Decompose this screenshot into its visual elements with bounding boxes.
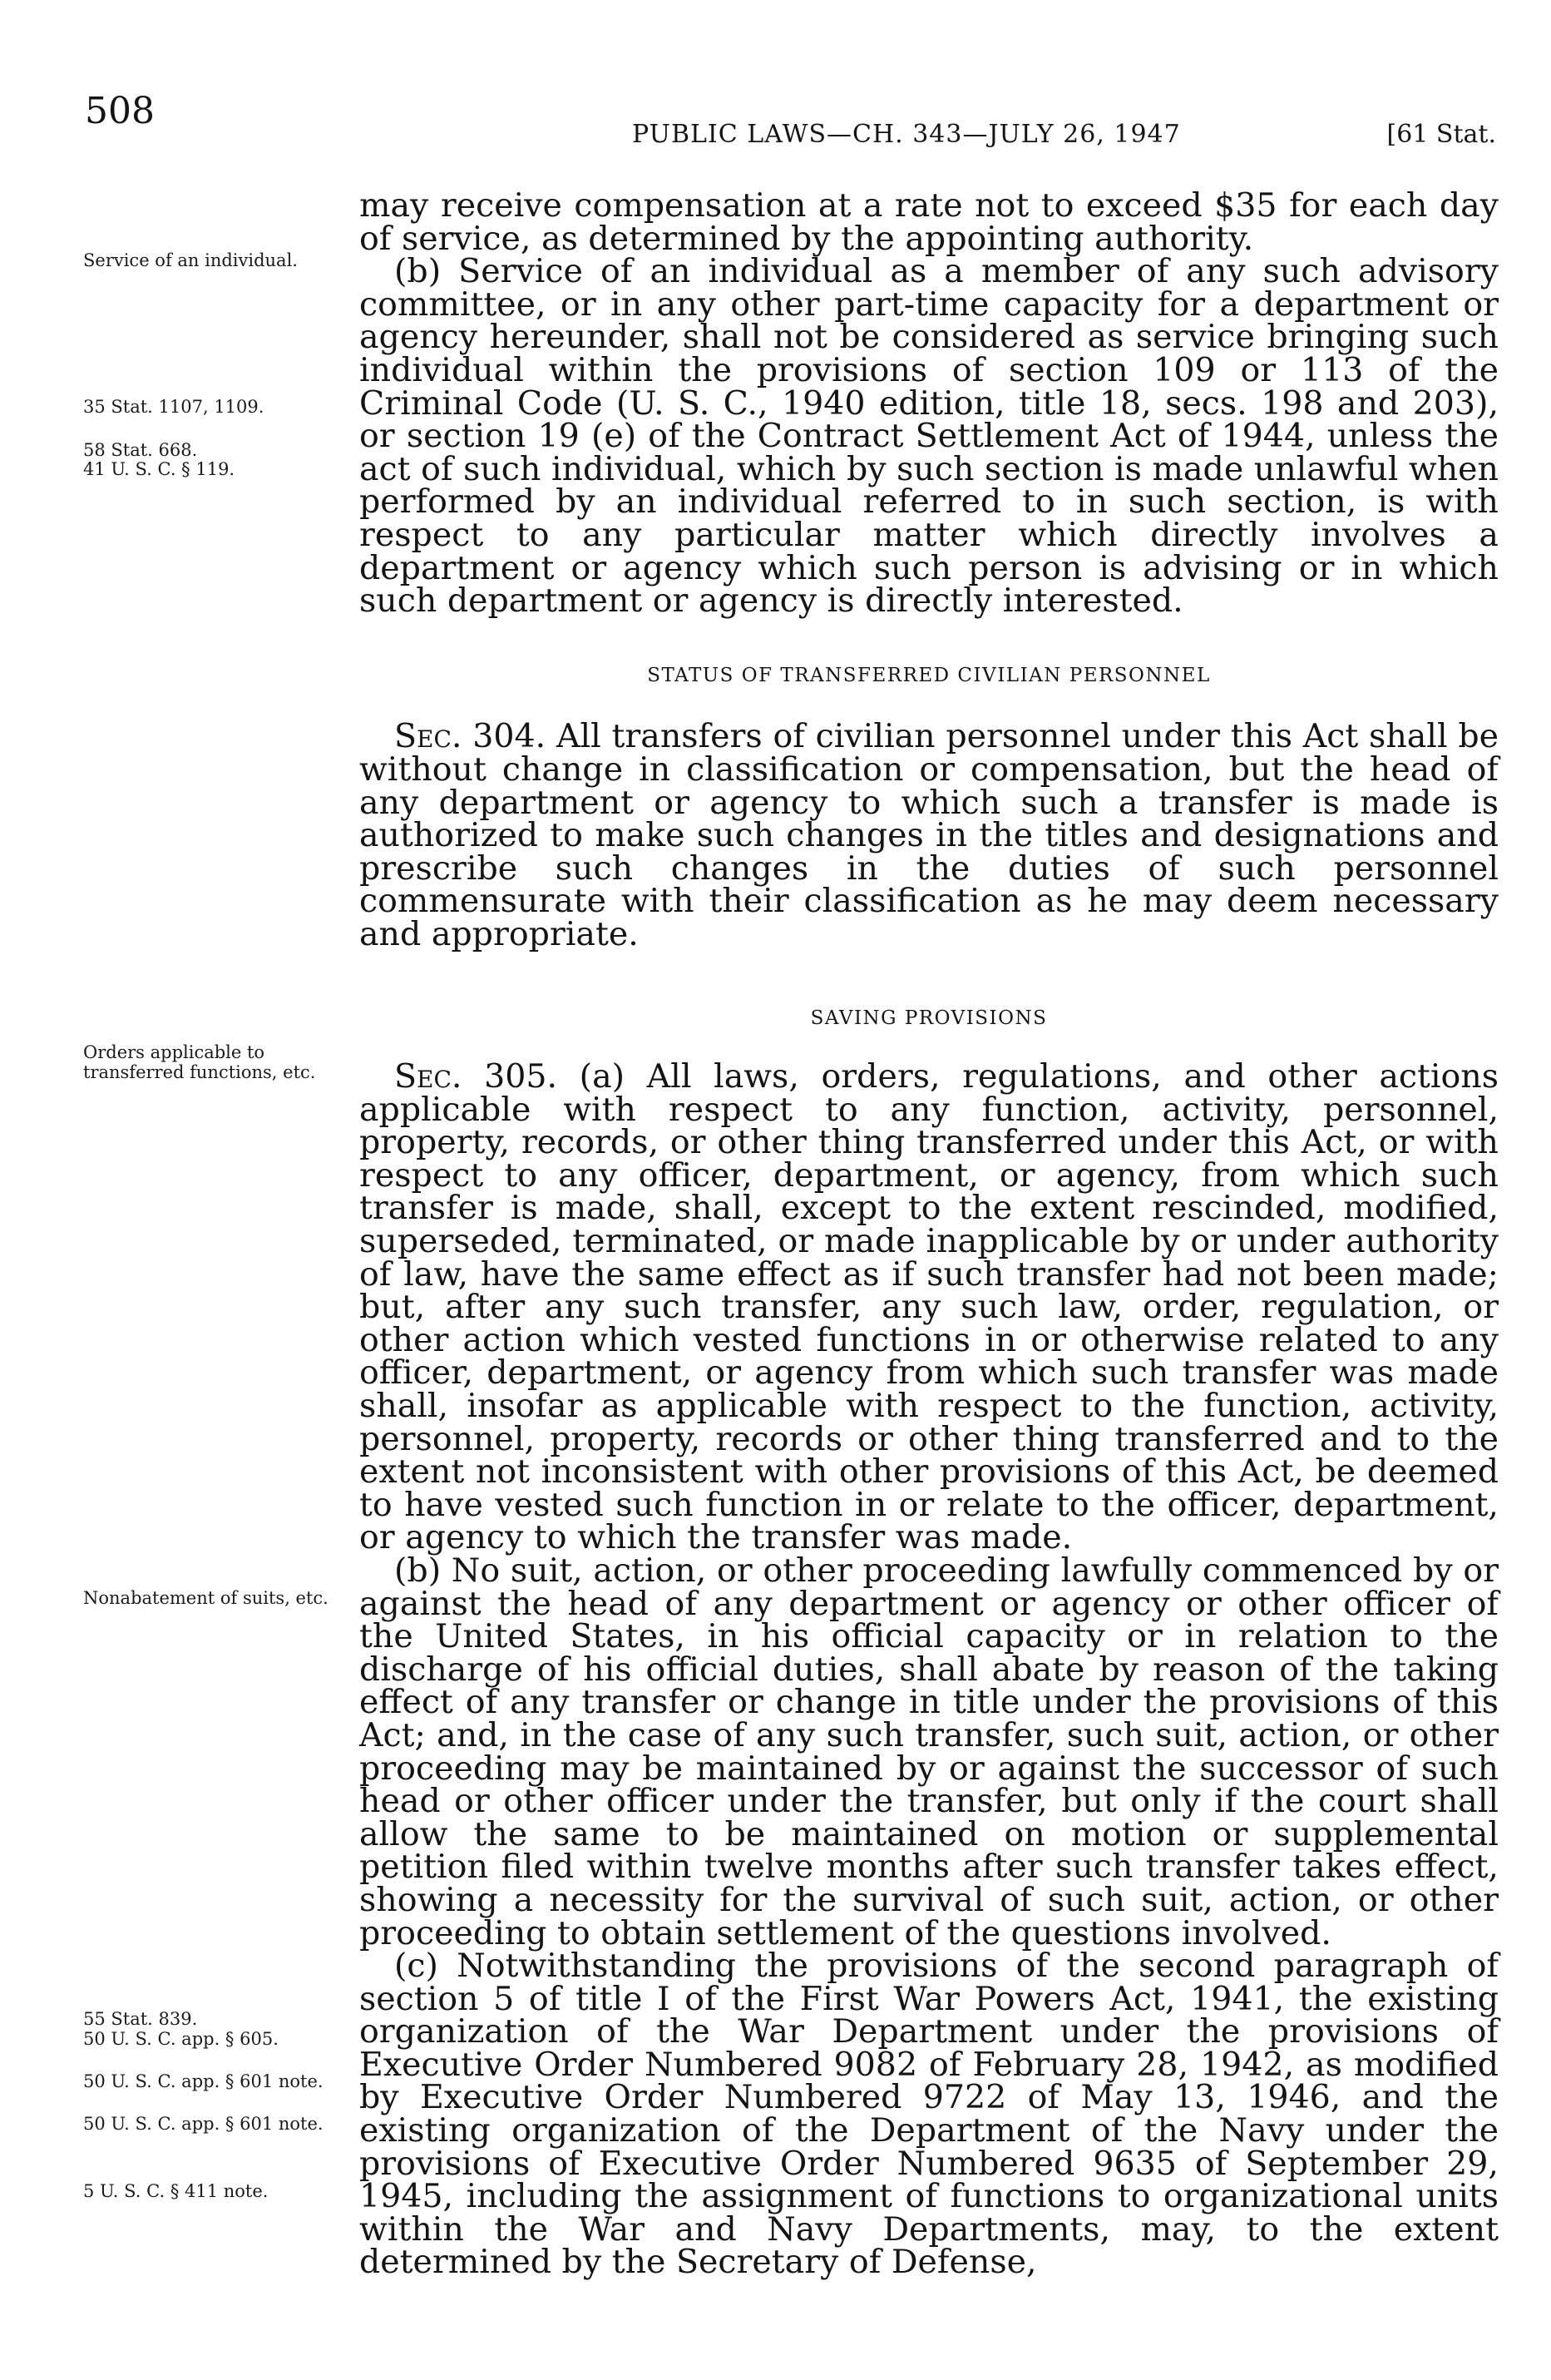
margin-note-orders-applicable: Orders applicable to transferred functions, etc. bbox=[83, 1042, 316, 1082]
page-number: 508 bbox=[85, 90, 155, 132]
margin-note-50-usc-601-b: 50 U. S. C. app. § 601 note. bbox=[83, 2114, 324, 2134]
section-305c: (c) Notwithstanding the provisions of the second paragraph of section 5 of title I of the First War Powers Act, 1941, the existing organization of the War Department under the provisions of Executive Order Numbered 9082 of February 28, 1942, as modified by Executive Order Numbered 9722 of May 13, 1946, and the existing organization of the Department of the Navy under the provisions of Executive Order Numbered 9635 of September 29, 1945, including the assignment of functions to organizational units within the War and Navy Departments, may, to the extent determined by the Secretary of Defense, bbox=[359, 1947, 1499, 2282]
margin-note-58-stat: 58 Stat. 668. bbox=[83, 440, 198, 460]
section-305b: (b) No suit, action, or other proceeding lawfully commenced by or against the head of any department or agency or other officer of the United States, in his official capacity or in relation to the discharge of his official duties, shall abate by reason of the taking effect of any transfer or change in title under the provisions of this Act; and, in the case of any such transfer, such suit, action, or other proceeding may be maintained by or against the successor of such head or other officer under the transfer, but only if the court shall allow the same to be maintained on motion or supplemental petition filed within twelve months after such transfer takes effect, showing a necessity for the survival of such suit, action, or other proceeding to obtain settlement of the questions involved. bbox=[359, 1551, 1499, 1952]
statute-reference: [61 Stat. bbox=[1386, 120, 1496, 149]
margin-note-nonabatement: Nonabatement of suits, etc. bbox=[83, 1588, 328, 1608]
section-305a-text: (a) All laws, orders, regulations, and other actions applicable with respect to any function, activity, personnel, property, records, or other thing transferred under this Act, or with respect to any officer, department, or agency, from which such transfer is made, shall, except to the extent rescinded, modified, superseded, terminated, or made inapplicable by or under authority of law, have the same effect as if such transfer had not been made; but, after any such transfer, any such law, order, regulation, or other action which vested functions in or otherwise related to any officer, department, or agency from which such transfer was made shall, insofar as applicable with respect to the function, activity, personnel, property, records or other thing transferred and to the extent not inconsistent with other provisions of this Act, be deemed to have vested such function in or relate to the officer, department, or agency to which the transfer was made. bbox=[359, 1057, 1499, 1557]
section-304-text: All transfers of civilian personnel under this Act shall be without change in classification or compensation, but the head of any department or agency to which such a transfer is made is authorized to make such changes in the titles and designations and prescribe such changes in the duties of such personnel commensurate with their classification as he may deem necessary and appropriate. bbox=[359, 717, 1499, 953]
margin-note-5-usc: 5 U. S. C. § 411 note. bbox=[83, 2181, 269, 2201]
margin-note-50-usc-605: 50 U. S. C. app. § 605. bbox=[83, 2029, 279, 2049]
section-305-label: Sec. 305. bbox=[394, 1057, 558, 1096]
heading-saving-provisions: SAVING PROVISIONS bbox=[810, 1007, 1048, 1030]
section-304-label: Sec. 304. bbox=[394, 717, 546, 756]
margin-note-41-usc: 41 U. S. C. § 119. bbox=[83, 459, 235, 479]
section-305a bbox=[359, 1057, 1499, 1557]
paragraph-service-of-individual: (b) Service of an individual as a member of any such advisory committee, or in any other part-time capacity for a department or agency hereunder, shall not be considered as service bringing such individual within the provisions of section 109 or 113 of the Criminal Code (U. S. C., 1940 edition, title 18, secs. 198 and 203), or section 19 (e) of the Contract Settlement Act of 1944, unless the act of such individual, which by such section is made unlawful when performed by an individual referred to in such section, is with respect to any particular matter which directly involves a department or agency which such person is advising or in which such department or agency is directly interested. bbox=[359, 252, 1499, 621]
margin-note-55-stat: 55 Stat. 839. bbox=[83, 2009, 198, 2029]
body-text bbox=[359, 186, 1499, 2282]
running-head: PUBLIC LAWS—CH. 343—JULY 26, 1947 bbox=[632, 120, 1181, 149]
heading-status-of-transferred-personnel: STATUS OF TRANSFERRED CIVILIAN PERSONNEL bbox=[647, 664, 1211, 686]
section-304 bbox=[359, 717, 1499, 953]
paragraph-compensation: may receive compensation at a rate not to exceed $35 for each day of service, as determined by the appointing authority. bbox=[359, 186, 1499, 258]
margin-note-35-stat: 35 Stat. 1107, 1109. bbox=[83, 397, 264, 417]
margin-note-service-individual: Service of an individual. bbox=[83, 250, 298, 270]
margin-note-50-usc-601-a: 50 U. S. C. app. § 601 note. bbox=[83, 2071, 324, 2091]
